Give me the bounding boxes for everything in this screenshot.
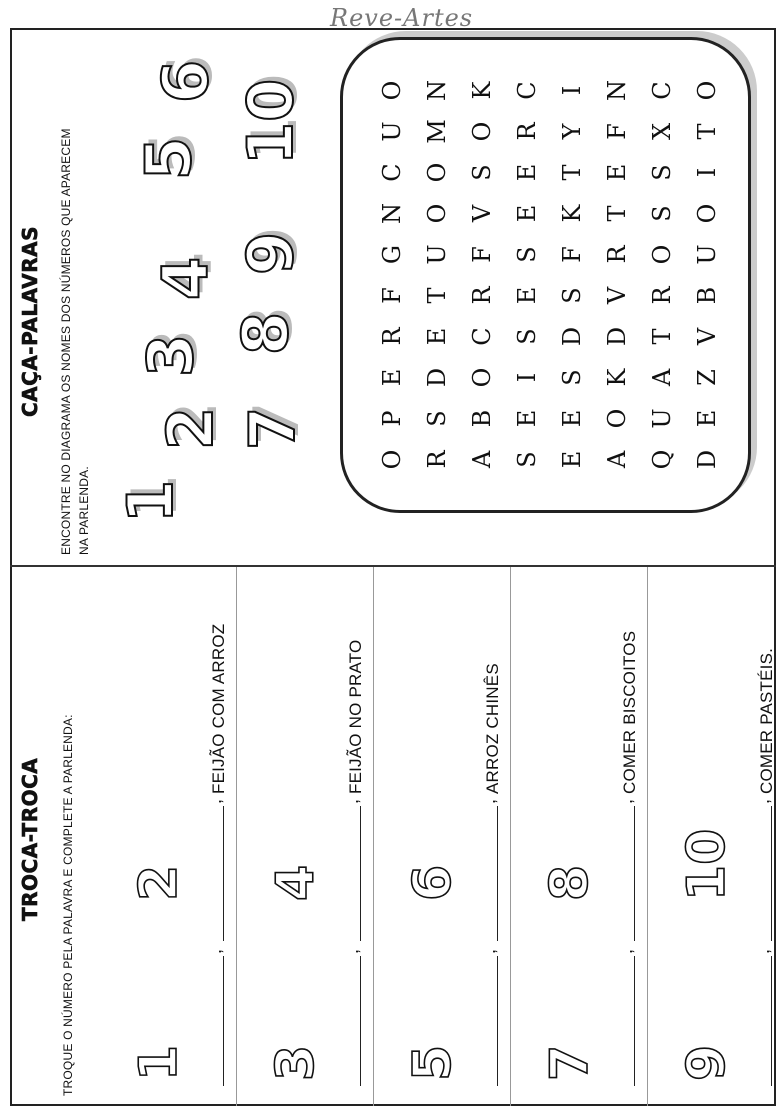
- word-search-letter: S: [648, 205, 676, 222]
- word-search-letter: T: [603, 205, 631, 222]
- word-search-letter: I: [693, 167, 721, 178]
- word-search-letter: F: [468, 246, 496, 263]
- answer-blank[interactable]: [634, 806, 635, 941]
- word-search-letter: E: [378, 368, 406, 387]
- parlenda-phrase: FEIJÃO NO PRATO: [346, 639, 365, 794]
- word-search-grid: [370, 70, 730, 480]
- word-search-letter: O: [648, 244, 676, 265]
- word-search-letter: O: [468, 121, 496, 142]
- number-icon: 6: [149, 59, 222, 103]
- answer-blank[interactable]: [497, 806, 498, 941]
- word-search-letter: E: [558, 450, 586, 469]
- answer-blank[interactable]: [360, 956, 361, 1086]
- number-icon: 10: [234, 78, 307, 165]
- word-search-letter: F: [603, 123, 631, 140]
- comma: ,: [342, 798, 362, 804]
- number-icon: 7: [540, 1044, 600, 1081]
- word-search-letter: C: [378, 163, 406, 182]
- comma: ,: [616, 948, 636, 954]
- number-icon: 5: [132, 136, 205, 180]
- word-search-letter: T: [558, 164, 586, 181]
- word-search-letter: O: [378, 80, 406, 101]
- troca-troca-title: TROCA-TROCA: [18, 757, 42, 921]
- word-search-letter: V: [693, 327, 721, 346]
- word-search-letter: F: [378, 287, 406, 304]
- word-search-letter: C: [648, 81, 676, 100]
- word-search-letter: N: [423, 80, 451, 101]
- word-search-letter: U: [693, 244, 721, 265]
- word-search-letter: S: [558, 287, 586, 304]
- word-search-letter: O: [693, 203, 721, 224]
- parlenda-row: [379, 567, 511, 1106]
- word-search-letter: O: [693, 80, 721, 101]
- word-search-letter: T: [693, 123, 721, 140]
- word-search-letter: F: [558, 246, 586, 263]
- parlenda-phrase: ARROZ CHINÊS: [483, 663, 502, 794]
- word-search-letter: K: [558, 204, 586, 223]
- number-icon: 4: [266, 864, 326, 901]
- word-search-letter: A: [603, 450, 631, 469]
- row-separator: [647, 567, 648, 1106]
- troca-instruction: TROQUE O NÚMERO PELA PALAVRA E COMPLETE A PARLENDA:: [61, 714, 75, 1096]
- word-search-letter: Y: [558, 123, 586, 140]
- word-search-letter: U: [378, 121, 406, 142]
- number-icon: 2: [154, 406, 227, 450]
- word-search-letter: I: [513, 372, 541, 383]
- word-search-letter: R: [468, 286, 496, 305]
- word-search-letter: N: [603, 80, 631, 101]
- word-search-letter: E: [558, 409, 586, 428]
- word-search-letter: U: [648, 408, 676, 429]
- word-search-letter: R: [378, 327, 406, 346]
- number-icon: 8: [229, 311, 302, 355]
- word-search-letter: O: [378, 449, 406, 470]
- parlenda-phrase: FEIJÃO COM ARROZ: [209, 623, 228, 794]
- number-icon: 6: [403, 864, 463, 901]
- caca-palavras-section: [10, 28, 776, 565]
- word-search-letter: M: [423, 119, 451, 144]
- comma: ,: [479, 798, 499, 804]
- word-search-letter: S: [468, 164, 496, 181]
- number-icon: 1: [114, 479, 187, 523]
- word-search-letter: D: [423, 367, 451, 388]
- watermark: Reve-Artes: [330, 4, 474, 32]
- word-search-letter: S: [648, 164, 676, 181]
- word-search-letter: E: [513, 286, 541, 305]
- word-search-letter: E: [603, 163, 631, 182]
- number-icon: 9: [677, 1044, 737, 1081]
- comma: ,: [753, 798, 773, 804]
- number-icon: 4: [149, 256, 222, 300]
- answer-blank[interactable]: [771, 956, 772, 1086]
- word-search-letter: U: [423, 244, 451, 265]
- word-search-letter: O: [423, 162, 451, 183]
- word-search-letter: R: [513, 122, 541, 141]
- word-search-letter: D: [603, 326, 631, 347]
- troca-troca-section: [10, 567, 776, 1106]
- word-search-letter: S: [423, 410, 451, 427]
- word-search-letter: D: [558, 326, 586, 347]
- word-search-letter: T: [423, 287, 451, 304]
- word-search-letter: G: [378, 244, 406, 265]
- comma: ,: [753, 948, 773, 954]
- number-icon: 2: [129, 864, 189, 901]
- word-search-letter: A: [648, 368, 676, 387]
- number-icon: 1: [129, 1044, 189, 1081]
- parlenda-phrase: COMER PASTÉIS.: [757, 647, 776, 794]
- word-search-letter: S: [513, 451, 541, 468]
- caca-palavras-title: CAÇA-PALAVRAS: [18, 225, 42, 417]
- answer-blank[interactable]: [497, 956, 498, 1086]
- comma: ,: [479, 948, 499, 954]
- word-search-letter: B: [693, 286, 721, 305]
- comma: ,: [342, 948, 362, 954]
- word-search-letter: K: [603, 368, 631, 387]
- word-search-letter: R: [603, 245, 631, 264]
- number-icon: 3: [134, 333, 207, 377]
- word-search-letter: S: [558, 369, 586, 386]
- comma: ,: [205, 948, 225, 954]
- word-search-letter: P: [378, 410, 406, 427]
- answer-blank[interactable]: [771, 806, 772, 941]
- comma: ,: [205, 798, 225, 804]
- number-icon: 8: [540, 864, 600, 901]
- comma: ,: [616, 798, 636, 804]
- caca-instruction-line-1: ENCONTRE NO DIAGRAMA OS NOMES DOS NÚMEROS QUE APARECEM: [59, 128, 73, 555]
- row-separator: [236, 567, 237, 1106]
- word-search-letter: E: [513, 163, 541, 182]
- word-search-letter: O: [423, 203, 451, 224]
- word-search-letter: Z: [693, 369, 721, 386]
- word-search-letter: C: [468, 327, 496, 346]
- word-search-letter: E: [513, 204, 541, 223]
- word-search-letter: B: [468, 409, 496, 428]
- parlenda-row: [105, 567, 237, 1106]
- word-search-letter: K: [468, 81, 496, 100]
- word-search-letter: V: [468, 204, 496, 223]
- word-search-letter: X: [648, 122, 676, 141]
- word-search-letter: E: [513, 409, 541, 428]
- word-search-letter: C: [513, 81, 541, 100]
- number-icon: 9: [234, 231, 307, 275]
- word-search-letter: A: [468, 450, 496, 469]
- word-search-letter: N: [378, 203, 406, 224]
- row-separator: [373, 567, 374, 1106]
- answer-blank[interactable]: [223, 956, 224, 1086]
- caca-instruction-line-2: NA PARLENDA.: [77, 466, 91, 555]
- parlenda-row: [653, 567, 784, 1106]
- word-search-letter: D: [693, 449, 721, 470]
- parlenda-row: [516, 567, 648, 1106]
- word-search-letter: S: [513, 246, 541, 263]
- number-icon: 5: [403, 1044, 463, 1081]
- number-icon: 10: [677, 828, 737, 901]
- row-separator: [510, 567, 511, 1106]
- number-icon: 3: [266, 1044, 326, 1081]
- word-search-letter: V: [603, 286, 631, 305]
- word-search-letter: O: [468, 367, 496, 388]
- word-search-letter: I: [558, 85, 586, 96]
- word-search-letter: R: [423, 450, 451, 469]
- parlenda-row: [242, 567, 374, 1106]
- word-search-letter: E: [693, 409, 721, 428]
- number-icon: 7: [236, 406, 309, 450]
- word-search-letter: R: [648, 286, 676, 305]
- word-search-letter: S: [513, 328, 541, 345]
- word-search-letter: T: [648, 328, 676, 345]
- answer-blank[interactable]: [634, 956, 635, 1086]
- word-search-letter: O: [603, 408, 631, 429]
- answer-blank[interactable]: [360, 806, 361, 941]
- word-search-letter: Q: [648, 449, 676, 470]
- word-search-letter: E: [423, 327, 451, 346]
- parlenda-phrase: COMER BISCOITOS: [620, 630, 639, 794]
- answer-blank[interactable]: [223, 806, 224, 941]
